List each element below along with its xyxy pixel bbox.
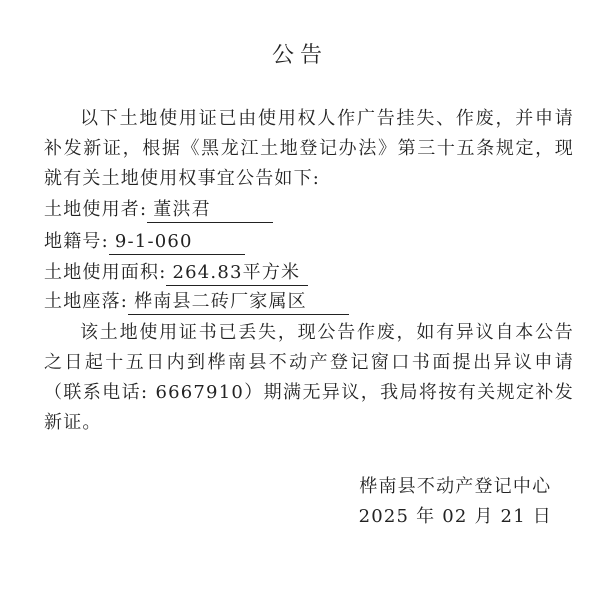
parcel-number-label: 地籍号: bbox=[44, 231, 109, 252]
land-user-value: 董洪君 bbox=[147, 198, 273, 223]
land-location-value: 桦南县二砖厂家属区 bbox=[128, 290, 349, 315]
issuer-name: 桦南县不动产登记中心 bbox=[359, 476, 552, 497]
land-user-label: 土地使用者: bbox=[44, 199, 148, 220]
land-location-row bbox=[44, 288, 349, 316]
land-user-row bbox=[44, 196, 273, 224]
parcel-number-row bbox=[44, 228, 245, 256]
body-paragraph: 该土地使用证书已丢失，现公告作废，如有异议自本公告之日起十五日内到桦南县不动产登记窗口书面提出异议申请（联系电话: 6667910）期满无异议，我局将按有关规定补发新证。 bbox=[44, 322, 574, 433]
land-area-row bbox=[44, 259, 308, 287]
signature-block bbox=[359, 472, 552, 532]
intro-paragraph: 以下土地使用证已由使用权人作广告挂失、作废，并申请补发新证，根据《黑龙江土地登记办法》第三十五条规定，现就有关土地使用权事宜公告如下: bbox=[44, 108, 574, 189]
notice-title: 公告 bbox=[271, 43, 328, 68]
land-area-value: 264.83平方米 bbox=[166, 261, 308, 286]
land-location-label: 土地座落: bbox=[44, 291, 129, 312]
land-area-label: 土地使用面积: bbox=[44, 262, 167, 283]
issue-date: 2025 年 02 月 21 日 bbox=[358, 506, 552, 527]
parcel-number-value: 9-1-060 bbox=[109, 230, 245, 255]
